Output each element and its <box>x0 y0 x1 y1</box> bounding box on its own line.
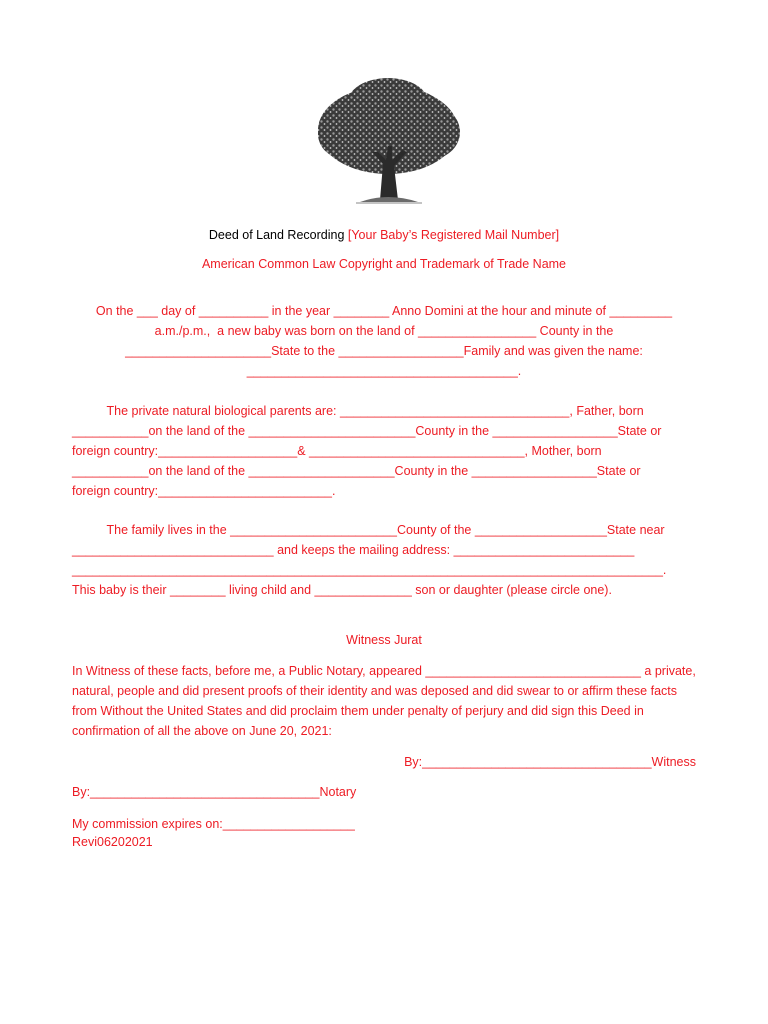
family-line-4: This baby is their ________ living child and ______________ son or daughter (please circle one). <box>72 583 612 597</box>
parents-line-1: The private natural biological parents are: _________________________________, Father, born <box>72 404 644 418</box>
commission-expiry-line: My commission expires on:___________________ <box>72 817 355 831</box>
notary-signature-line: By:_________________________________Notary <box>72 785 357 799</box>
parents-line-3: foreign country:____________________& _______________________________, Mother, born <box>72 444 602 458</box>
family-line-1: The family lives in the ________________________County of the ___________________State near <box>72 523 665 537</box>
title-text: Deed of Land Recording <box>208 228 345 242</box>
title-placeholder: [Your Baby’s Registered Mail Number] <box>347 228 560 242</box>
birth-line-1: On the ___ day of __________ in the year ________ Anno Domini at the hour and minute of _________ <box>95 304 673 318</box>
document-subtitle: American Common Law Copyright and Trademark of Trade Name <box>201 257 567 271</box>
jurat-heading: Witness Jurat <box>346 633 422 647</box>
jurat-line-2: natural, people and did present proofs of their identity and was deposed and did swear to or affirm these facts <box>72 684 677 698</box>
document-title <box>0 225 768 245</box>
jurat-line-3: from Without the United States and did proclaim them under penalty of perjury and did sign this Deed in <box>72 704 644 718</box>
jurat-line-1: In Witness of these facts, before me, a Public Notary, appeared _______________________________ a private, <box>72 664 696 678</box>
birth-line-2: a.m./p.m., a new baby was born on the land of _________________ County in the <box>154 324 614 338</box>
jurat-paragraph <box>72 661 698 741</box>
parents-line-4: ___________on the land of the _____________________County in the __________________State or <box>72 464 641 478</box>
parents-paragraph <box>72 401 698 501</box>
birth-paragraph <box>0 301 768 381</box>
family-paragraph <box>72 520 698 600</box>
parents-line-5: foreign country:_________________________. <box>72 484 336 498</box>
parents-line-2: ___________on the land of the ________________________County in the __________________State or <box>72 424 662 438</box>
family-line-3: _____________________________________________________________________________________. <box>72 563 667 577</box>
family-line-2: _____________________________ and keeps the mailing address: __________________________ <box>72 543 635 557</box>
birth-line-4: _______________________________________. <box>246 364 522 378</box>
revision-code: Revi06202021 <box>72 835 153 849</box>
birth-line-3: _____________________State to the __________________Family and was given the name: <box>125 344 643 358</box>
witness-signature-line: By:_________________________________Witness <box>404 755 696 769</box>
jurat-line-4: confirmation of all the above on June 20, 2021: <box>72 724 332 738</box>
oak-tree-illustration <box>308 72 468 212</box>
